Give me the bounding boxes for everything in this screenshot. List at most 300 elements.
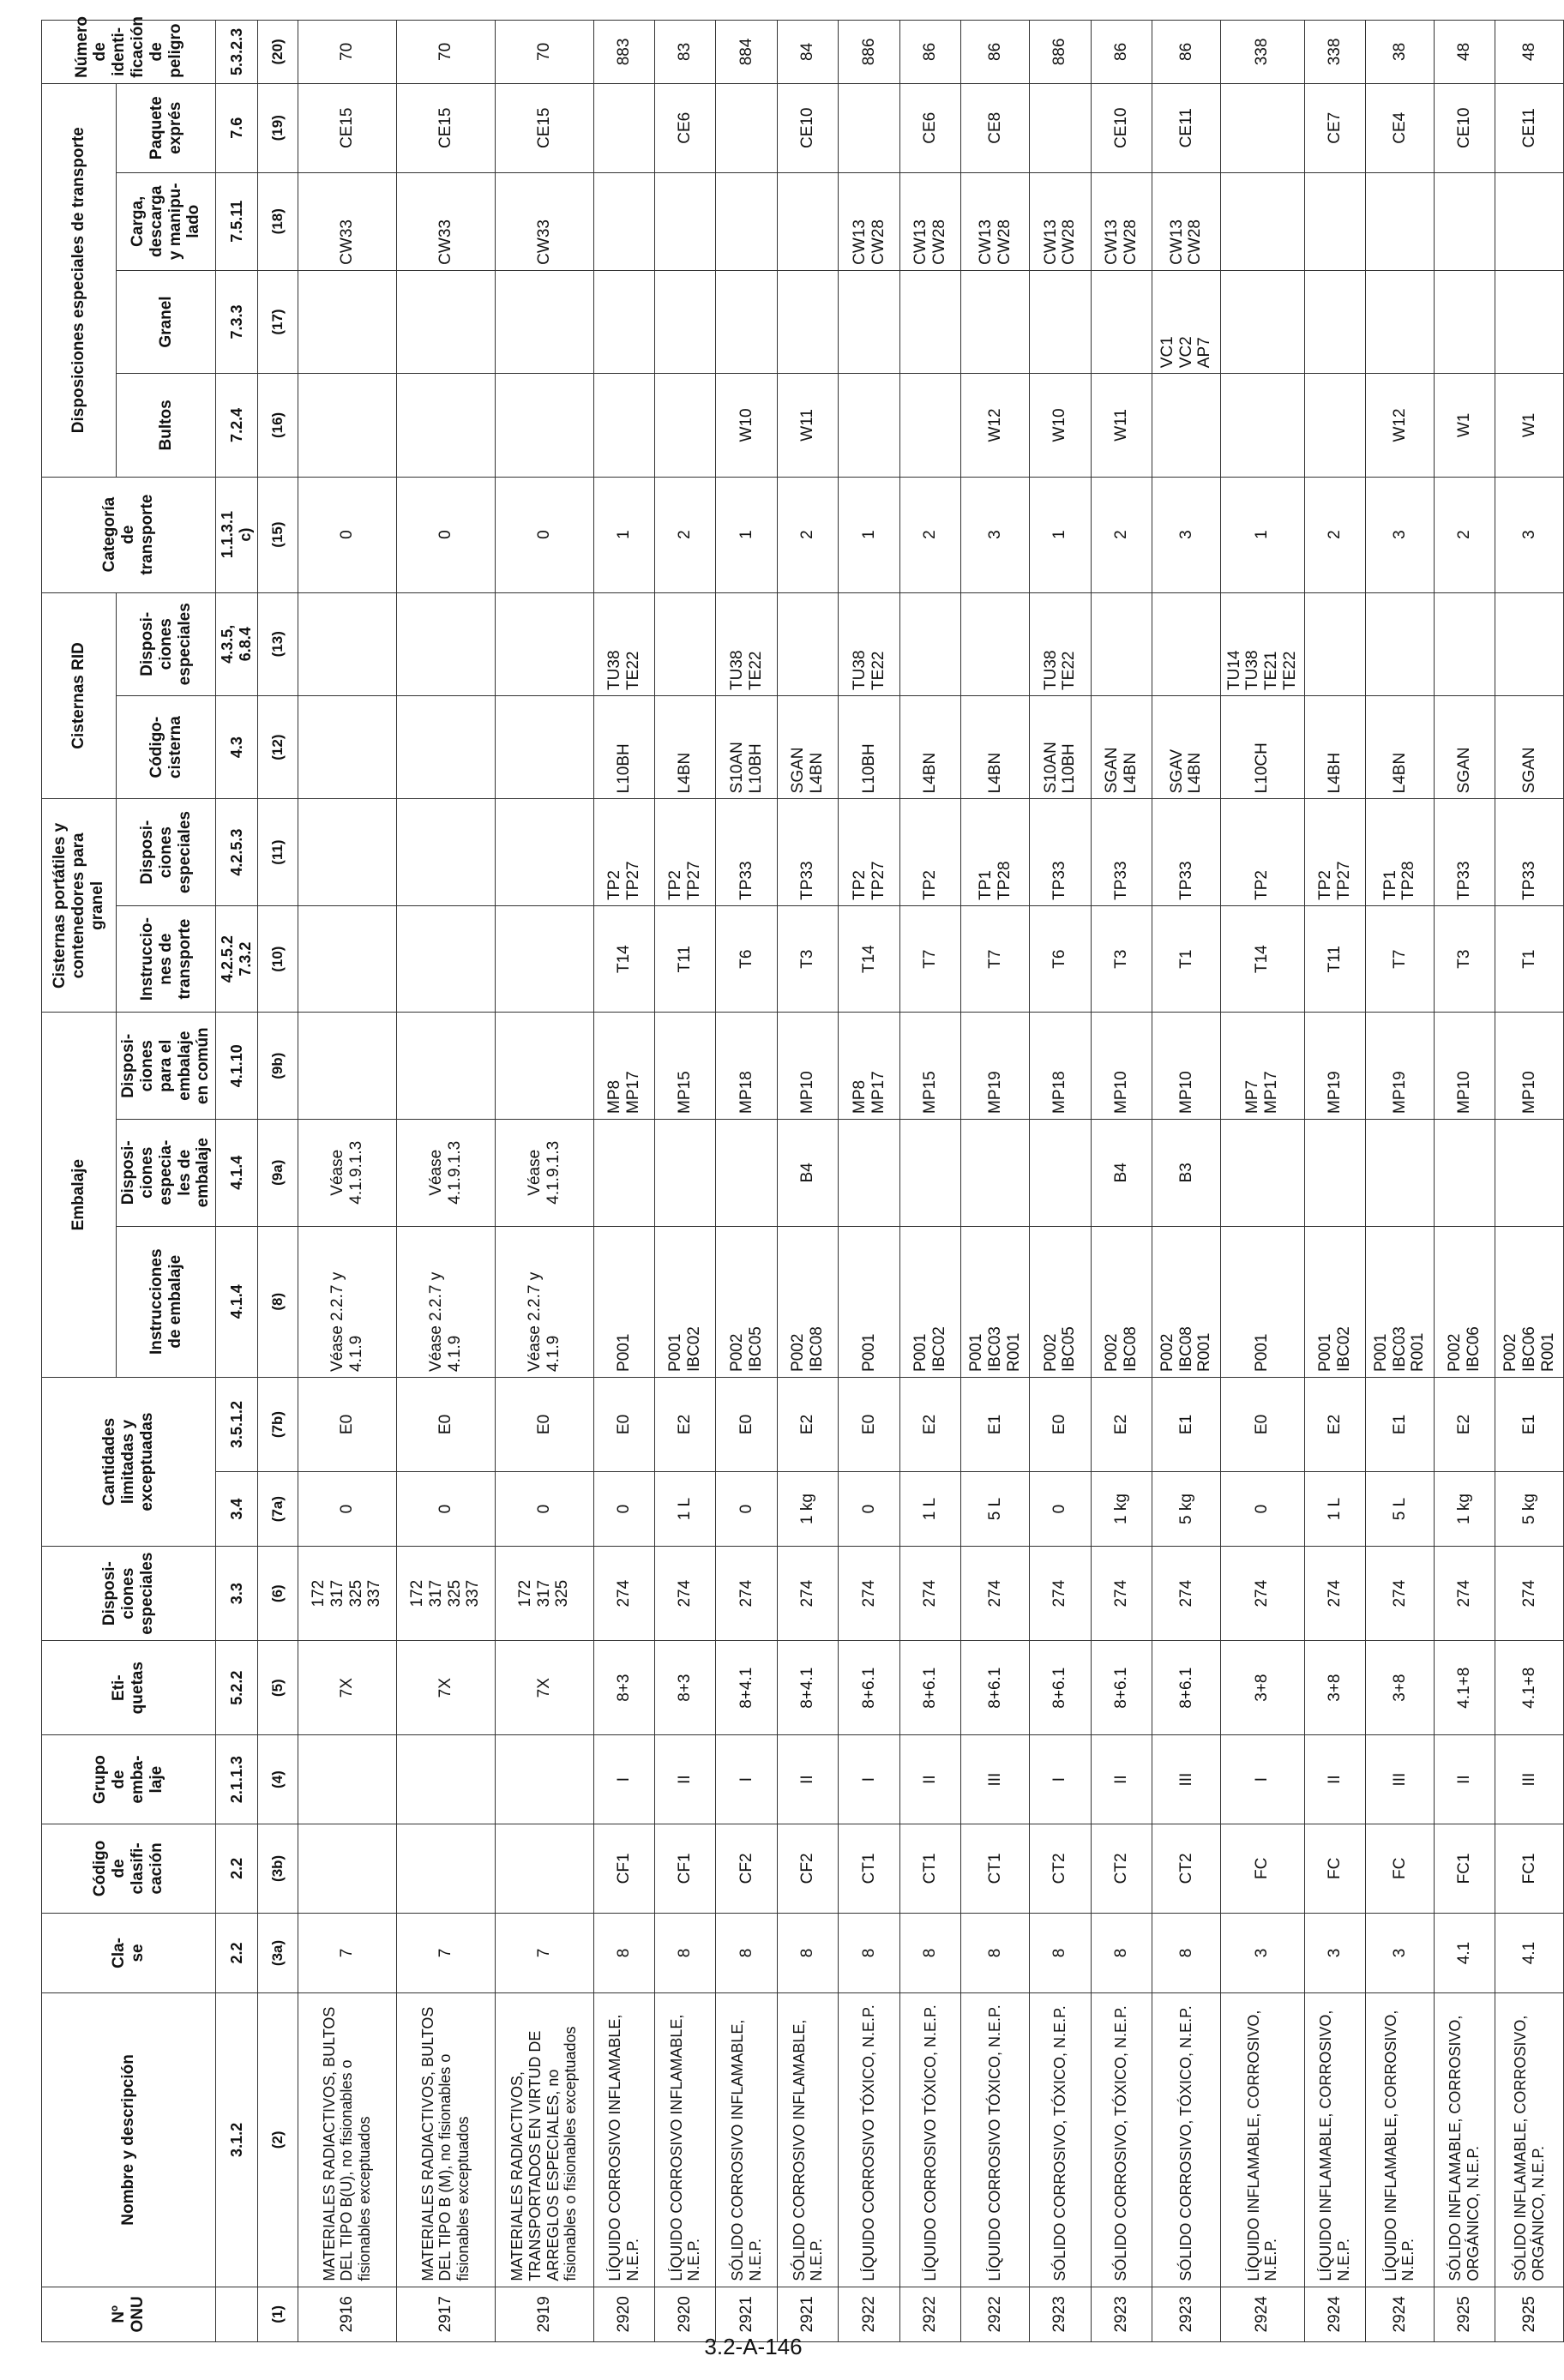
- un-number-cell: 2924: [1220, 2287, 1304, 2341]
- table-cell: [1434, 592, 1495, 695]
- header-packing-group: Grupo de emba- laje: [42, 1735, 216, 1824]
- table-cell: III: [1495, 1735, 1564, 1824]
- table-cell: [1030, 270, 1091, 373]
- table-cell: L10BH: [593, 695, 654, 798]
- table-cell: E1: [1152, 1377, 1221, 1471]
- table-cell: 70: [396, 21, 495, 84]
- table-cell: Véase 2.2.7 y 4.1.9: [298, 1226, 396, 1377]
- table-cell: 274: [961, 1547, 1030, 1641]
- header-loading: Carga, descarga y manipu- lado: [117, 172, 216, 270]
- ref-cell: 7.6: [216, 83, 257, 172]
- table-cell: T7: [1366, 905, 1435, 1013]
- table-cell: CE6: [899, 83, 960, 172]
- table-cell: II: [655, 1735, 716, 1824]
- table-cell: 3+8: [1304, 1641, 1365, 1735]
- table-cell: [396, 695, 495, 798]
- table-row: [777, 21, 838, 2342]
- un-number-cell: 2922: [899, 2287, 960, 2341]
- ref-cell: 2.2: [216, 1913, 257, 1992]
- table-cell: 8+6.1: [961, 1641, 1030, 1735]
- table-cell: [495, 1824, 593, 1913]
- table-cell: MP8 MP17: [839, 1013, 899, 1120]
- header-pt-special: Disposi- ciones especiales: [117, 799, 216, 906]
- un-number-cell: 2922: [839, 2287, 899, 2341]
- table-cell: 274: [1434, 1547, 1495, 1641]
- table-cell: [1030, 1119, 1091, 1226]
- table-cell: MP19: [1304, 1013, 1365, 1120]
- table-cell: FC: [1366, 1824, 1435, 1913]
- table-cell: [839, 374, 899, 477]
- table-cell: 338: [1304, 21, 1365, 84]
- table-cell: TP1 TP28: [1366, 799, 1435, 906]
- table-cell: 8+6.1: [899, 1641, 960, 1735]
- header-labels: Eti- quetas: [42, 1641, 216, 1735]
- table-cell: 1: [839, 477, 899, 592]
- table-cell: 8+6.1: [1152, 1641, 1221, 1735]
- column-number: (10): [257, 905, 298, 1013]
- table-cell: 0: [839, 1471, 899, 1546]
- header-pt-instructions: Instruccio- nes de transporte: [117, 905, 216, 1013]
- table-cell: 274: [716, 1547, 777, 1641]
- table-cell: [396, 905, 495, 1013]
- table-body: [298, 21, 1564, 2342]
- table-cell: [1495, 592, 1564, 695]
- table-cell: FC: [1304, 1824, 1365, 1913]
- table-cell: [298, 1013, 396, 1120]
- table-cell: 274: [1220, 1547, 1304, 1641]
- table-cell: 8+3: [593, 1641, 654, 1735]
- table-cell: Véase 2.2.7 y 4.1.9: [495, 1226, 593, 1377]
- table-cell: 2: [777, 477, 838, 592]
- table-cell: 5 L: [1366, 1471, 1435, 1546]
- table-cell: [593, 1119, 654, 1226]
- table-cell: T14: [839, 905, 899, 1013]
- table-cell: 0: [396, 477, 495, 592]
- header-tank-code: Código- cisterna: [117, 695, 216, 798]
- table-cell: 8: [839, 1913, 899, 1992]
- table-cell: W12: [961, 374, 1030, 477]
- table-cell: L4BN: [899, 695, 960, 798]
- dangerous-goods-table: [41, 16, 1564, 2342]
- table-cell: Véase 4.1.9.1.3: [396, 1119, 495, 1226]
- table-cell: [716, 1119, 777, 1226]
- table-cell: CT1: [961, 1824, 1030, 1913]
- table-cell: [495, 905, 593, 1013]
- table-cell: CW13 CW28: [1091, 172, 1152, 270]
- name-cell: LÍQUIDO CORROSIVO TÓXICO, N.E.P.: [839, 1993, 899, 2287]
- table-cell: SGAV L4BN: [1152, 695, 1221, 798]
- table-cell: SGAN L4BN: [1091, 695, 1152, 798]
- table-cell: [396, 1824, 495, 1913]
- table-cell: 7: [298, 1913, 396, 1992]
- table-cell: T11: [1304, 905, 1365, 1013]
- table-cell: E1: [961, 1377, 1030, 1471]
- table-cell: [1366, 172, 1435, 270]
- table-cell: 274: [1152, 1547, 1221, 1641]
- header-hazard-id: Número de identi- ficación de peligro: [42, 21, 216, 84]
- table-cell: E1: [1495, 1377, 1564, 1471]
- table-cell: E0: [1030, 1377, 1091, 1471]
- table-cell: P001 IBC02: [655, 1226, 716, 1377]
- table-row: [298, 21, 396, 2342]
- table-cell: E2: [1434, 1377, 1495, 1471]
- table-cell: I: [593, 1735, 654, 1824]
- un-number-cell: 2922: [961, 2287, 1030, 2341]
- table-cell: 70: [298, 21, 396, 84]
- table-cell: 7X: [495, 1641, 593, 1735]
- table-cell: 0: [298, 1471, 396, 1546]
- table-cell: FC1: [1434, 1824, 1495, 1913]
- header-limited-quantities: Cantidades limitadas y exceptuadas: [42, 1377, 216, 1546]
- ref-cell: 4.2.5.2 7.3.2: [216, 905, 257, 1013]
- header-row-1: [42, 21, 117, 2342]
- table-cell: [298, 1735, 396, 1824]
- table-cell: 2: [1434, 477, 1495, 592]
- table-cell: 4.1: [1495, 1913, 1564, 1992]
- table-cell: [495, 799, 593, 906]
- table-cell: 86: [1091, 21, 1152, 84]
- table-cell: SGAN: [1495, 695, 1564, 798]
- table-cell: 2: [655, 477, 716, 592]
- table-cell: [1304, 592, 1365, 695]
- table-cell: B3: [1152, 1119, 1221, 1226]
- table-cell: [298, 799, 396, 906]
- table-cell: MP10: [1152, 1013, 1221, 1120]
- table-cell: MP18: [716, 1013, 777, 1120]
- table-cell: T14: [1220, 905, 1304, 1013]
- table-cell: E0: [298, 1377, 396, 1471]
- table-cell: II: [899, 1735, 960, 1824]
- table-cell: CW13 CW28: [961, 172, 1030, 270]
- table-cell: MP7 MP17: [1220, 1013, 1304, 1120]
- table-cell: [1366, 270, 1435, 373]
- table-cell: 1: [1030, 477, 1091, 592]
- table-cell: CW13 CW28: [1152, 172, 1221, 270]
- table-cell: E1: [1366, 1377, 1435, 1471]
- table-row: [495, 21, 593, 2342]
- table-cell: [1304, 270, 1365, 373]
- table-cell: I: [716, 1735, 777, 1824]
- table-cell: CF1: [593, 1824, 654, 1913]
- table-cell: 8+4.1: [716, 1641, 777, 1735]
- table-cell: 4.1+8: [1434, 1641, 1495, 1735]
- table-cell: 8+3: [655, 1641, 716, 1735]
- table-cell: TP33: [1434, 799, 1495, 906]
- table-cell: CE15: [495, 83, 593, 172]
- table-cell: I: [839, 1735, 899, 1824]
- table-cell: 7X: [396, 1641, 495, 1735]
- table-cell: 0: [298, 477, 396, 592]
- table-cell: [1366, 1119, 1435, 1226]
- table-cell: TP2: [1220, 799, 1304, 906]
- table-cell: 7: [495, 1913, 593, 1992]
- table-cell: P002 IBC06 R001: [1495, 1226, 1564, 1377]
- table-cell: [1495, 270, 1564, 373]
- table-cell: W10: [716, 374, 777, 477]
- ref-cell: 3.3: [216, 1547, 257, 1641]
- table-cell: TP33: [1495, 799, 1564, 906]
- un-number-cell: 2921: [716, 2287, 777, 2341]
- table-cell: [899, 1119, 960, 1226]
- table-row: [1366, 21, 1435, 2342]
- table-cell: [961, 1119, 1030, 1226]
- name-cell: LÍQUIDO CORROSIVO TÓXICO, N.E.P.: [899, 1993, 960, 2287]
- table-cell: CW33: [495, 172, 593, 270]
- header-express: Paquete exprés: [117, 83, 216, 172]
- table-cell: 86: [899, 21, 960, 84]
- ref-cell: 4.3.5, 6.8.4: [216, 592, 257, 695]
- table-cell: CW13 CW28: [839, 172, 899, 270]
- header-transport-category: Categoría de transporte: [42, 477, 216, 592]
- table-cell: 5 L: [961, 1471, 1030, 1546]
- table-cell: 8: [899, 1913, 960, 1992]
- table-cell: T7: [961, 905, 1030, 1013]
- table-cell: [495, 695, 593, 798]
- table-cell: 84: [777, 21, 838, 84]
- table-cell: [396, 270, 495, 373]
- rotated-table-container: [41, 16, 1557, 2342]
- table-cell: Véase 4.1.9.1.3: [495, 1119, 593, 1226]
- table-cell: [1220, 270, 1304, 373]
- table-cell: 274: [655, 1547, 716, 1641]
- table-cell: 3: [961, 477, 1030, 592]
- column-number: (11): [257, 799, 298, 906]
- table-cell: [961, 592, 1030, 695]
- table-cell: [1495, 1119, 1564, 1226]
- table-cell: TP2: [899, 799, 960, 906]
- table-cell: L4BN: [655, 695, 716, 798]
- un-number-cell: 2925: [1495, 2287, 1564, 2341]
- table-cell: 0: [495, 477, 593, 592]
- ref-cell: 5.3.2.3: [216, 21, 257, 84]
- table-cell: [655, 270, 716, 373]
- table-row: [1030, 21, 1091, 2342]
- table-cell: [298, 1824, 396, 1913]
- ref-cell: 3.1.2: [216, 1993, 257, 2287]
- table-cell: L10CH: [1220, 695, 1304, 798]
- column-number: (2): [257, 1993, 298, 2287]
- table-cell: TP33: [1091, 799, 1152, 906]
- table-cell: [1434, 1119, 1495, 1226]
- table-cell: 1: [593, 477, 654, 592]
- column-number: (6): [257, 1547, 298, 1641]
- table-cell: 4.1+8: [1495, 1641, 1564, 1735]
- table-cell: 274: [593, 1547, 654, 1641]
- table-cell: 172 317 325: [495, 1547, 593, 1641]
- column-number: (19): [257, 83, 298, 172]
- table-cell: TP33: [716, 799, 777, 906]
- column-number: (15): [257, 477, 298, 592]
- table-cell: II: [1091, 1735, 1152, 1824]
- table-cell: 8: [716, 1913, 777, 1992]
- table-cell: W10: [1030, 374, 1091, 477]
- table-cell: 8: [655, 1913, 716, 1992]
- table-cell: 83: [655, 21, 716, 84]
- table-cell: 0: [716, 1471, 777, 1546]
- table-cell: 1 kg: [1434, 1471, 1495, 1546]
- header-special-provisions: Disposi- ciones especiales: [42, 1547, 216, 1641]
- table-cell: 2: [1091, 477, 1152, 592]
- table-cell: 5 kg: [1152, 1471, 1221, 1546]
- table-cell: [593, 172, 654, 270]
- un-number-cell: 2924: [1366, 2287, 1435, 2341]
- table-cell: 1 L: [899, 1471, 960, 1546]
- table-cell: II: [777, 1735, 838, 1824]
- ref-cell: 2.1.1.3: [216, 1735, 257, 1824]
- table-cell: T1: [1152, 905, 1221, 1013]
- name-cell: SÓLIDO CORROSIVO, TÓXICO, N.E.P.: [1030, 1993, 1091, 2287]
- table-cell: [655, 1119, 716, 1226]
- ref-cell: 4.3: [216, 695, 257, 798]
- table-cell: [298, 270, 396, 373]
- table-cell: 8: [593, 1913, 654, 1992]
- header-mixed-packing: Disposi- ciones para el embalaje en común: [117, 1013, 216, 1120]
- table-cell: CE15: [298, 83, 396, 172]
- table-cell: [1495, 172, 1564, 270]
- table-cell: MP10: [1434, 1013, 1495, 1120]
- table-cell: 338: [1220, 21, 1304, 84]
- table-cell: CW33: [298, 172, 396, 270]
- un-number-cell: 2917: [396, 2287, 495, 2341]
- table-cell: [396, 374, 495, 477]
- table-cell: [716, 83, 777, 172]
- reference-row: [216, 21, 257, 2342]
- table-cell: [396, 799, 495, 906]
- table-cell: [1220, 374, 1304, 477]
- table-cell: W11: [1091, 374, 1152, 477]
- table-cell: L4BH: [1304, 695, 1365, 798]
- table-cell: B4: [777, 1119, 838, 1226]
- un-number-cell: 2923: [1091, 2287, 1152, 2341]
- table-cell: [396, 1735, 495, 1824]
- column-number: (16): [257, 374, 298, 477]
- header-bulk: Granel: [117, 270, 216, 373]
- ref-cell: 2.2: [216, 1824, 257, 1913]
- column-number: (5): [257, 1641, 298, 1735]
- table-cell: CF2: [777, 1824, 838, 1913]
- table-cell: MP15: [655, 1013, 716, 1120]
- table-cell: P001 IBC03 R001: [961, 1226, 1030, 1377]
- un-number-cell: 2924: [1304, 2287, 1365, 2341]
- table-cell: 8: [1152, 1913, 1221, 1992]
- table-cell: [495, 592, 593, 695]
- table-cell: TU38 TE22: [716, 592, 777, 695]
- table-cell: [899, 270, 960, 373]
- table-cell: III: [961, 1735, 1030, 1824]
- header-un-number: Nº ONU: [42, 2287, 216, 2341]
- ref-cell: 4.2.5.3: [216, 799, 257, 906]
- table-cell: P001 IBC02: [899, 1226, 960, 1377]
- table-cell: [1434, 172, 1495, 270]
- table-cell: L10BH: [839, 695, 899, 798]
- table-cell: [1220, 1119, 1304, 1226]
- header-class: Cla- se: [42, 1913, 216, 1992]
- header-packing-instructions: Instrucciones de embalaje: [117, 1226, 216, 1377]
- table-cell: E0: [839, 1377, 899, 1471]
- ref-cell: 7.3.3: [216, 270, 257, 373]
- table-cell: 3: [1220, 1913, 1304, 1992]
- ref-cell: 3.5.1.2: [216, 1377, 257, 1471]
- table-cell: E0: [396, 1377, 495, 1471]
- table-cell: [655, 592, 716, 695]
- table-cell: 172 317 325 337: [396, 1547, 495, 1641]
- table-cell: 1 L: [1304, 1471, 1365, 1546]
- name-cell: MATERIALES RADIACTIVOS, BULTOS DEL TIPO B(U), no fisionables o fisionables exceptuados: [298, 1993, 396, 2287]
- table-cell: E2: [777, 1377, 838, 1471]
- table-row: [396, 21, 495, 2342]
- table-cell: W1: [1434, 374, 1495, 477]
- table-cell: CE15: [396, 83, 495, 172]
- table-cell: CE11: [1152, 83, 1221, 172]
- table-cell: 274: [839, 1547, 899, 1641]
- table-cell: [495, 1013, 593, 1120]
- header-packaging: Embalaje: [42, 1013, 117, 1378]
- name-cell: LÍQUIDO INFLAMABLE, CORROSIVO, N.E.P.: [1220, 1993, 1304, 2287]
- table-cell: [839, 83, 899, 172]
- table-cell: P001: [1220, 1226, 1304, 1377]
- table-cell: 0: [396, 1471, 495, 1546]
- table-cell: FC: [1220, 1824, 1304, 1913]
- table-cell: [1030, 83, 1091, 172]
- table-cell: FC1: [1495, 1824, 1564, 1913]
- table-cell: TP33: [1152, 799, 1221, 906]
- table-cell: [396, 1013, 495, 1120]
- table-cell: [298, 905, 396, 1013]
- table-row: [1220, 21, 1304, 2342]
- table-cell: [899, 374, 960, 477]
- name-cell: LÍQUIDO INFLAMABLE, CORROSIVO, N.E.P.: [1304, 1993, 1365, 2287]
- table-cell: 2: [899, 477, 960, 592]
- table-cell: TU38 TE22: [593, 592, 654, 695]
- table-cell: 48: [1495, 21, 1564, 84]
- table-cell: E0: [593, 1377, 654, 1471]
- name-cell: LÍQUIDO CORROSIVO INFLAMABLE, N.E.P.: [593, 1993, 654, 2287]
- header-name: Nombre y descripción: [42, 1993, 216, 2287]
- table-cell: II: [1304, 1735, 1365, 1824]
- table-cell: L4BN: [1366, 695, 1435, 798]
- column-number-row: [257, 21, 298, 2342]
- table-cell: III: [1152, 1735, 1221, 1824]
- table-row: [1434, 21, 1495, 2342]
- table-cell: CE7: [1304, 83, 1365, 172]
- table-cell: [777, 172, 838, 270]
- column-number: (9a): [257, 1119, 298, 1226]
- table-cell: 2: [1304, 477, 1365, 592]
- table-cell: 7X: [298, 1641, 396, 1735]
- table-cell: 3+8: [1220, 1641, 1304, 1735]
- name-cell: SÓLIDO INFLAMABLE, CORROSIVO, ORGÁNICO, N.E.P.: [1495, 1993, 1564, 2287]
- table-row: [839, 21, 899, 2342]
- table-cell: T11: [655, 905, 716, 1013]
- table-cell: SGAN L4BN: [777, 695, 838, 798]
- table-cell: P001 IBC02: [1304, 1226, 1365, 1377]
- table-cell: 172 317 325 337: [298, 1547, 396, 1641]
- table-cell: W1: [1495, 374, 1564, 477]
- table-cell: TP33: [777, 799, 838, 906]
- column-number: (17): [257, 270, 298, 373]
- table-cell: TP2 TP27: [593, 799, 654, 906]
- table-cell: T3: [1434, 905, 1495, 1013]
- table-cell: CE11: [1495, 83, 1564, 172]
- column-number: (20): [257, 21, 298, 84]
- table-row: [1091, 21, 1152, 2342]
- table-cell: II: [1434, 1735, 1495, 1824]
- column-number: (13): [257, 592, 298, 695]
- table-cell: [495, 374, 593, 477]
- table-cell: T3: [1091, 905, 1152, 1013]
- table-cell: 3: [1304, 1913, 1365, 1992]
- un-number-cell: 2920: [655, 2287, 716, 2341]
